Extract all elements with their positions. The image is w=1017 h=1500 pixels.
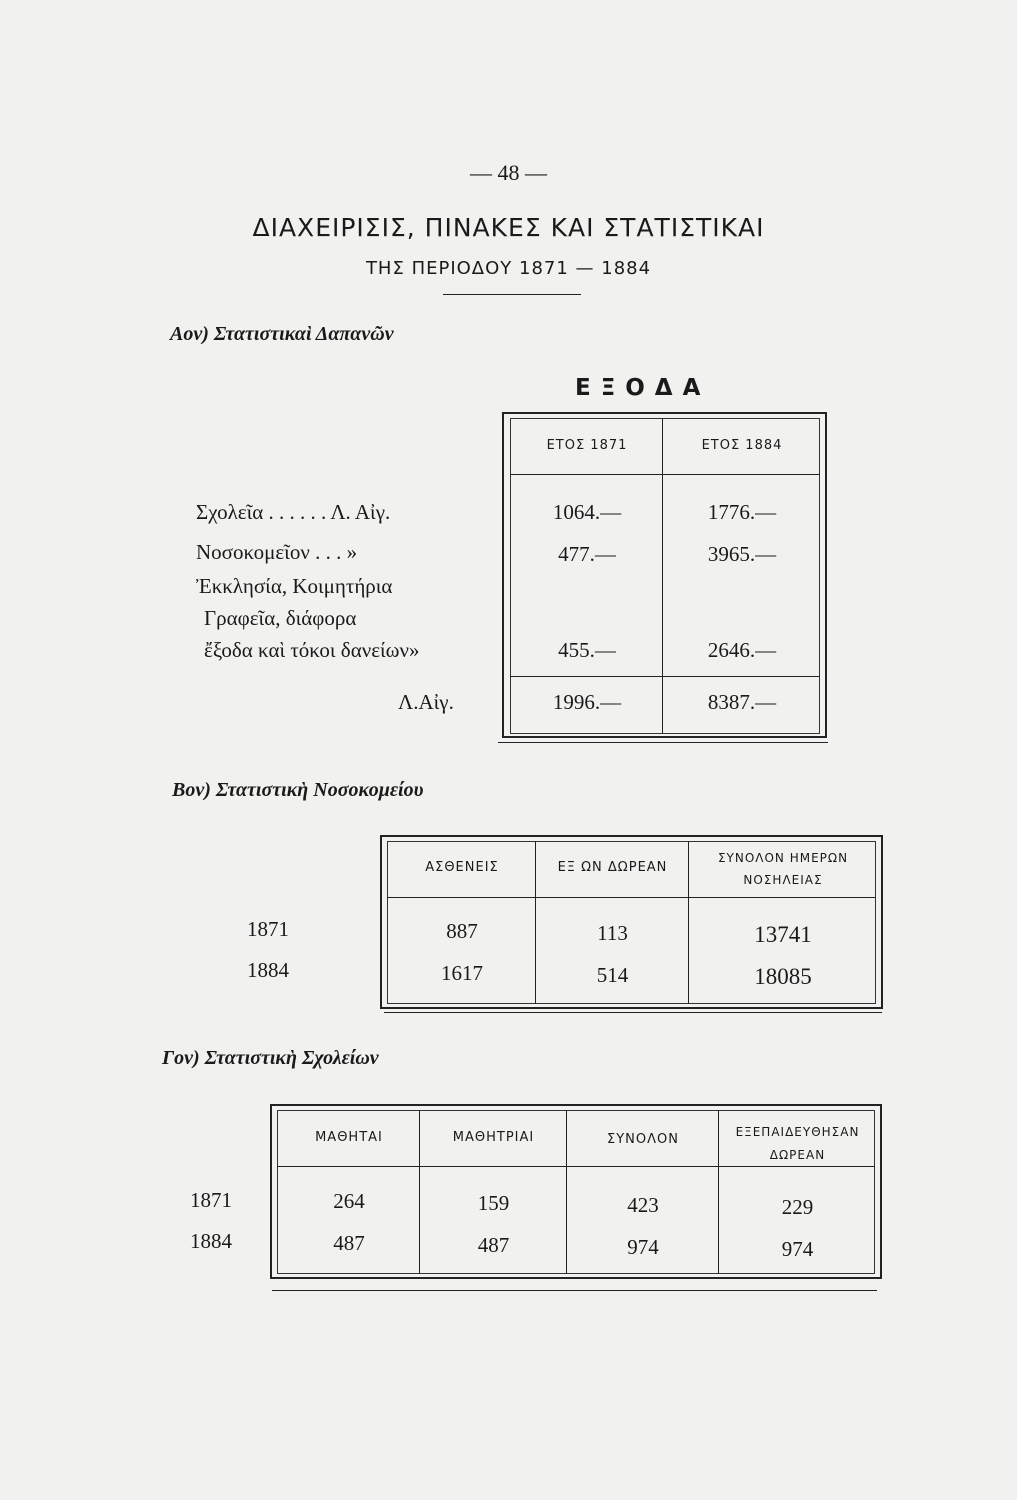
expenses-column-divider bbox=[662, 418, 663, 734]
free-1871: 113 bbox=[597, 921, 628, 945]
schools-bottom-rule bbox=[272, 1290, 877, 1291]
value-total-1871: 1996.— bbox=[552, 690, 622, 714]
section-a-heading: Αον) Στατιστικαὶ Δαπανῶν bbox=[170, 323, 394, 345]
column-header-free-of-charge: ΔΩΡΕΑΝ bbox=[769, 1148, 826, 1162]
hospital-year-1871: 1871 bbox=[247, 917, 289, 941]
column-header-educated: ΕΞΕΠΑΙΔΕΥΘΗΣΑΝ bbox=[735, 1125, 860, 1139]
patients-1884: 1617 bbox=[441, 961, 483, 985]
row-label-total: Λ.Αἰγ. bbox=[398, 690, 454, 714]
schools-year-1871: 1871 bbox=[190, 1188, 232, 1212]
row-label-church: Ἐκκλησία, Κοιμητήρια bbox=[196, 574, 393, 598]
hospital-year-1884: 1884 bbox=[247, 958, 289, 982]
hospital-column-divider-2 bbox=[688, 841, 689, 1004]
schools-column-divider-1 bbox=[419, 1110, 420, 1274]
column-header-hospitalization: ΝΟΣΗΛΕΙΑΣ bbox=[743, 873, 823, 887]
column-header-girls: ΜΑΘΗΤΡΙΑΙ bbox=[452, 1130, 535, 1145]
column-header-patients: ΑΣΘΕΝΕΙΣ bbox=[425, 860, 499, 875]
value-schools-1871: 1064.— bbox=[552, 500, 622, 524]
schools-column-divider-2 bbox=[566, 1110, 567, 1274]
value-hospital-1871: 477.— bbox=[558, 542, 616, 566]
row-label-loans: ἔξοδα καὶ τόκοι δανείων» bbox=[204, 638, 420, 662]
column-header-total-days: ΣΥΝΟΛΟΝ ΗΜΕΡΩΝ bbox=[717, 851, 849, 865]
value-hospital-1884: 3965.— bbox=[707, 542, 777, 566]
value-schools-1884: 1776.— bbox=[707, 500, 777, 524]
column-header-school-total: ΣΥΝΟΛΟΝ bbox=[607, 1132, 679, 1147]
section-b-heading: Βον) Στατιστικὴ Νοσοκομείου bbox=[172, 779, 424, 801]
educated-free-1884: 974 bbox=[781, 1237, 814, 1261]
page-title: ΔΙΑΧΕΙΡΙΣΙΣ, ΠΙΝΑΚΕΣ ΚΑΙ ΣΤΑΤΙΣΤΙΚΑΙ bbox=[252, 213, 765, 242]
row-label-hospital: Νοσοκομεῖον . . . » bbox=[196, 540, 358, 564]
total-days-1884: 18085 bbox=[754, 964, 812, 989]
total-days-1871: 13741 bbox=[754, 922, 812, 947]
section-c-heading: Γον) Στατιστικὴ Σχολείων bbox=[162, 1047, 379, 1069]
column-header-1884: ΕΤΟΣ 1884 bbox=[701, 438, 783, 453]
school-total-1871: 423 bbox=[627, 1193, 659, 1217]
schools-header-rule bbox=[277, 1166, 875, 1167]
expenses-table-inner-frame bbox=[510, 418, 820, 734]
expenses-header-rule bbox=[510, 474, 820, 475]
patients-1871: 887 bbox=[446, 919, 478, 943]
schools-year-1884: 1884 bbox=[190, 1229, 232, 1253]
schools-column-divider-3 bbox=[718, 1110, 719, 1274]
girls-1871: 159 bbox=[477, 1191, 510, 1215]
free-1884: 514 bbox=[596, 963, 629, 987]
page-number: — 48 — bbox=[470, 160, 547, 185]
educated-free-1871: 229 bbox=[781, 1195, 814, 1219]
value-total-1884: 8387.— bbox=[707, 690, 777, 714]
hospital-bottom-rule bbox=[384, 1012, 882, 1013]
column-header-free: ΕΞ ΩΝ ΔΩΡΕΑΝ bbox=[557, 860, 668, 875]
expenses-total-rule bbox=[510, 676, 820, 677]
column-header-1871: ΕΤΟΣ 1871 bbox=[546, 438, 628, 453]
row-label-offices: Γραφεῖα, διάφορα bbox=[204, 606, 357, 630]
hospital-header-rule bbox=[387, 897, 876, 898]
boys-1871: 264 bbox=[333, 1189, 365, 1213]
expenses-bottom-rule bbox=[498, 742, 828, 743]
row-label-schools: Σχολεῖα . . . . . . Λ. Αἰγ. bbox=[196, 500, 391, 524]
page-subtitle: ΤΗΣ ΠΕΡΙΟΔΟΥ 1871 — 1884 bbox=[365, 258, 652, 279]
expenses-caption: ΕΞΟΔΑ bbox=[575, 375, 711, 401]
title-divider bbox=[443, 294, 581, 295]
value-loans-1871: 455.— bbox=[558, 638, 616, 662]
school-total-1884: 974 bbox=[627, 1235, 659, 1259]
girls-1884: 487 bbox=[477, 1233, 510, 1257]
value-loans-1884: 2646.— bbox=[707, 638, 777, 662]
column-header-boys: ΜΑΘΗΤΑΙ bbox=[315, 1130, 383, 1145]
boys-1884: 487 bbox=[333, 1231, 365, 1255]
hospital-column-divider-1 bbox=[535, 841, 536, 1004]
